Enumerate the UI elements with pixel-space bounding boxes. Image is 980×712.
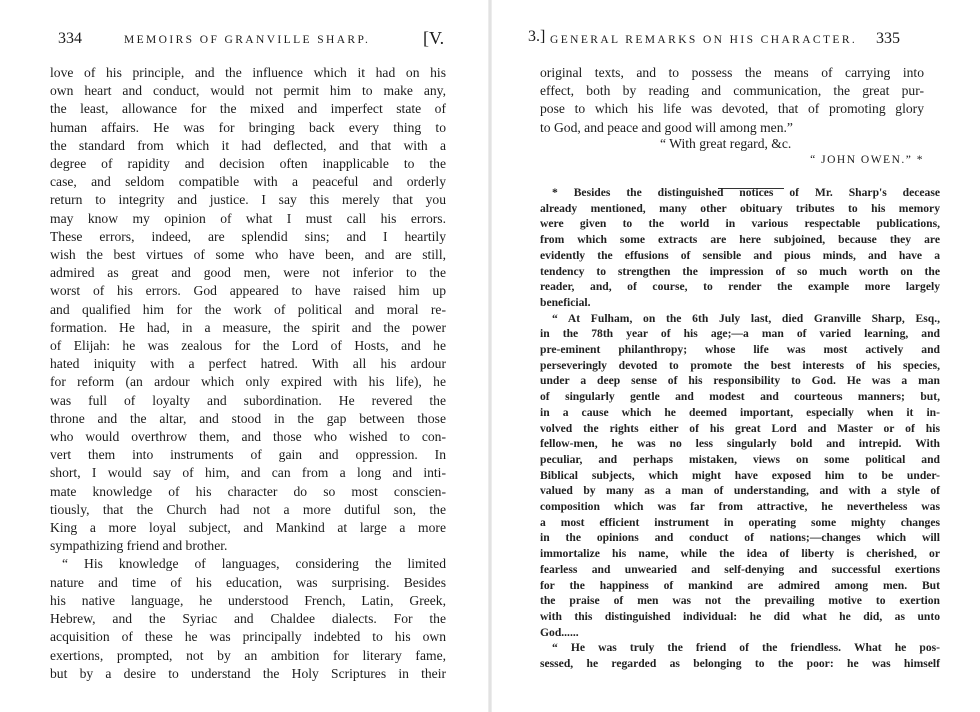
left-body-line: These errors, indeed, are splendid sins; and I heartily	[50, 228, 446, 244]
left-body-line: nature and time of his education, was surprising. Besides	[50, 574, 446, 590]
footnote-line: perseveringly devoted to promote the best interests of his species,	[540, 358, 940, 372]
left-body-line: may know my opinion of what I must call his errors.	[50, 210, 446, 226]
left-body-text	[50, 64, 446, 683]
footnote-line: pre-eminent philanthropy; whose life was most actively and	[540, 343, 940, 357]
right-body-text	[540, 64, 924, 137]
footnote-line: Biblical subjects, which might have exposed him to be under-	[540, 468, 940, 482]
footnote	[540, 185, 940, 672]
footnote-line: under a deep sense of his responsibility to God. He was a man	[540, 374, 940, 388]
footnote-line: beneficial.	[540, 295, 591, 309]
right-chapter-mark: 3.]	[528, 28, 546, 45]
footnote-line: God......	[540, 625, 579, 639]
footnote-line: evidently the effusions of sensible and pious minds, and have a	[540, 248, 940, 262]
footnote-line: of singularly gentle and modest and courteous manners; but,	[540, 390, 940, 404]
footnote-line: from which some extracts are here subjoined, because they are	[540, 233, 940, 247]
footnote-line: “ He was truly the friend of the friendless. What he pos-	[552, 641, 940, 655]
footnote-line: the praise of men was not the prevailing motive to exertion	[540, 594, 940, 608]
right-page-number: 335	[876, 30, 900, 47]
left-body-line: own heart and conduct, would not permit him to make any,	[50, 83, 446, 99]
right-body-line: effect, both by reading and communication, the great pur-	[540, 83, 924, 99]
left-body-line: mate knowledge of his character do so most conscien-	[50, 483, 446, 499]
left-body-line: Hebrew, and the Syriac and Chaldee dialects. For the	[50, 611, 446, 627]
left-body-line: his native language, he understood French, Latin, Greek,	[50, 592, 446, 608]
left-chapter-mark: [V.	[423, 28, 445, 48]
left-body-line: who would overthrow them, and those who wished to con-	[50, 429, 446, 445]
right-body-line: original texts, and to possess the means of carrying into	[540, 65, 924, 80]
left-body-line: of Elijah: he was zealous for the Lord of Hosts, and he	[50, 338, 446, 354]
footnote-line: immortalize his name, while the idea of liberty is cherished, or	[540, 547, 940, 561]
left-body-line: vert them into instruments of gain and oppression. In	[50, 447, 446, 463]
left-body-line: worst of his errors. God appeared to have raised him up	[50, 283, 446, 299]
left-body-line: for reform (an ardour which only expired with his life), he	[50, 374, 446, 390]
left-body-line: short, I would say of him, and can from a long and inti-	[50, 465, 446, 481]
left-body-line: human affairs. He was for bringing back every thing to	[50, 119, 446, 135]
left-running-title: MEMOIRS OF GRANVILLE SHARP.	[124, 34, 371, 46]
footnote-line: valued by many as a man of understanding, and with a style of	[540, 484, 940, 498]
footnote-line: volved the rights either of his great Lord and Master or of his	[540, 421, 940, 435]
footnote-line: sessed, he regarded as belonging to the poor: he was himself	[540, 657, 940, 671]
left-body-line: but by a desire to understand the Holy Scriptures in their	[50, 665, 446, 681]
left-body-line: “ His knowledge of languages, considering the limited	[62, 556, 446, 572]
right-body-line: to God, and peace and good will among men.”	[540, 119, 793, 135]
footnote-line: “ At Fulham, on the 6th July last, died Granville Sharp, Esq.,	[552, 311, 940, 325]
left-body-line: King a more loyal subject, and Mankind at large a more	[50, 520, 446, 536]
left-body-line: case, and seldom compatible with a peaceful and orderly	[50, 174, 446, 190]
footnote-line: peculiar, and perhaps mistaken, views on some political and	[540, 452, 940, 466]
footnote-line: for the happiness of mankind are admired among men. But	[540, 578, 940, 592]
left-body-line: throne and the altar, and stood in the gap between those	[50, 410, 446, 426]
left-body-line: hated iniquity with a perfect hatred. With all his ardour	[50, 356, 446, 372]
footnote-line: * Besides the distinguished notices of Mr. Sharp's decease	[552, 186, 940, 199]
left-page-number: 334	[58, 30, 82, 47]
left-body-line: and qualified him for the work of political and moral re-	[50, 301, 446, 317]
right-page	[490, 0, 980, 712]
right-body-line: pose to which his life was devoted, that of promoting glory	[540, 101, 924, 117]
letter-closing: “ With great regard, &c.	[660, 136, 792, 151]
left-body-line: tiously, that the Church had not a more dutiful son, the	[50, 501, 446, 517]
left-body-line: formation. He had, in a measure, the spirit and the power	[50, 319, 446, 335]
right-running-title: GENERAL REMARKS ON HIS CHARACTER.	[550, 34, 858, 46]
footnote-line: tendency to strengthen the impression of so much worth on the	[540, 264, 940, 278]
left-body-line: degree of rapidity and decision often inapplicable to the	[50, 156, 446, 172]
left-body-line: return to integrity and justice. I say this merely that you	[50, 192, 446, 208]
footnote-line: composition which was far from attractive, he nevertheless was	[540, 500, 940, 514]
left-body-line: wish the best virtues of some who have been, and are still,	[50, 247, 446, 263]
footnote-line: with this distinguished individual: he did what he did, as unto	[540, 609, 940, 623]
footnote-line: already mentioned, many other obituary tributes to his memory	[540, 201, 940, 215]
footnote-line: in the opinions and conduct of nations;—changes which will	[540, 531, 940, 545]
left-body-line: admired as great and good men, were not inferior to the	[50, 265, 446, 281]
left-body-line: the least, allowance for the mixed and imperfect state of	[50, 101, 446, 117]
footnote-line: fearless and unwearied and self-denying and successful exertions	[540, 562, 940, 576]
left-body-line: sympathizing friend and brother.	[50, 538, 228, 554]
letter-signature: “ JOHN OWEN.” *	[810, 154, 924, 166]
footnote-line: reader, and, of course, to render the example more largely	[540, 280, 940, 294]
left-body-line: acquisition of these he was principally indebted to his own	[50, 629, 446, 645]
left-body-line: love of his principle, and the influence which it had on his	[50, 65, 446, 80]
left-body-line: the standard from which it had deflected, and that with a	[50, 137, 446, 153]
footnote-line: were given to the world in various respectable publications,	[540, 217, 940, 231]
left-body-line: was full of loyalty and subordination. He revered the	[50, 392, 446, 408]
footnote-line: fellow-men, he was no less singularly bold and intrepid. With	[540, 437, 940, 451]
footnote-line: in a cause which he deemed important, especially when it in-	[540, 405, 940, 419]
left-body-line: exertions, prompted, not by an ambition for literary fame,	[50, 647, 446, 663]
footnote-line: a most efficient instrument in operating some mighty changes	[540, 515, 940, 529]
footnote-line: in the 78th year of his age;—a man of varied learning, and	[540, 327, 940, 341]
